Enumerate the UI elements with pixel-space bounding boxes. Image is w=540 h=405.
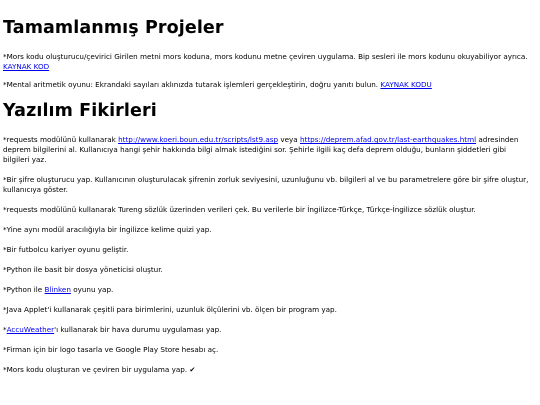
koeri-link[interactable]: http://www.koeri.boun.edu.tr/scripts/lst9.asp (118, 135, 279, 144)
idea-dictionary: *requests modülünü kullanarak Tureng sözlük üzerinden verileri çek. Bu verilerle bir İngilizce-Türkçe, Türkçe-İngilizce sözlük oluştur. (3, 205, 476, 214)
afad-link[interactable]: https://deprem.afad.gov.tr/last-earthquakes.html (299, 135, 477, 144)
idea-morse-app (3, 365, 533, 375)
idea-password: *Bir şifre oluşturucu yap. Kullanıcının oluşturulacak şifrenin zorluk seviyesini, uzunluğunu vb. bilgileri al ve bu parametrelere göre bir şifre oluştur, kullanıcıya göster. (3, 175, 529, 194)
software-ideas-heading: Yazılım Fikirleri (3, 101, 157, 121)
idea-weather-post: 'ı kullanarak bir hava durumu uygulaması yap. (54, 325, 222, 334)
idea-blinken-pre: *Python ile (3, 285, 43, 294)
idea-blinken-post: oyunu yap. (73, 285, 114, 294)
completed-item-morse (3, 52, 533, 72)
idea-file-manager: *Python ile basit bir dosya yöneticisi oluştur. (3, 265, 163, 274)
idea-earthquake-post: adresinden deprem bilgilerini al. Kullanıcıya hangi şehir hakkında bilgi almak istediğini sor. Şehirle ilgili kaç defa deprem olduğu, bunların şiddetleri gibi bilgileri yaz. (3, 135, 519, 164)
morse-source-link[interactable]: KAYNAK KOD (3, 62, 50, 71)
idea-earthquake (3, 135, 533, 165)
idea-weather-pre: * (3, 325, 7, 334)
idea-morse-app-text: *Mors kodu oluşturan ve çeviren bir uygulama yap. (3, 365, 188, 374)
idea-java-converter: *Java Applet'i kullanarak çeşitli para birimlerini, uzunluk ölçülerini vb. ölçen bir program yap. (3, 305, 337, 314)
idea-earthquake-pre: *requests modülünü kullanarak (3, 135, 116, 144)
idea-earthquake-mid: veya (280, 135, 298, 144)
completed-item-mental (3, 80, 533, 90)
mental-source-link[interactable]: KAYNAK KODU (380, 80, 432, 89)
idea-blinken (3, 285, 533, 295)
idea-quiz: *Yine aynı modül aracılığıyla bir İngilizce kelime quizi yap. (3, 225, 212, 234)
blinken-link[interactable]: Blinken (44, 285, 71, 294)
completed-item-mental-text: *Mental aritmetik oyunu: Ekrandaki sayıları aklınızda tutarak işlemleri gerçekleştirin, doğru yanıtı bulun. (3, 80, 379, 89)
completed-item-morse-text: *Mors kodu oluşturucu/çevirici Girilen metni mors koduna, mors kodunu metne çeviren uygulama. Bip sesleri ile mors kodunu okuyabiliyor ayrıca. (3, 52, 528, 61)
completed-projects-heading: Tamamlanmış Projeler (3, 18, 224, 38)
idea-football: *Bir futbolcu kariyer oyunu geliştir. (3, 245, 129, 254)
check-icon: ✔ (189, 365, 196, 374)
idea-weather (3, 325, 533, 335)
idea-logo: *Firman için bir logo tasarla ve Google Play Store hesabı aç. (3, 345, 219, 354)
accuweather-link[interactable]: AccuWeather (6, 325, 55, 334)
